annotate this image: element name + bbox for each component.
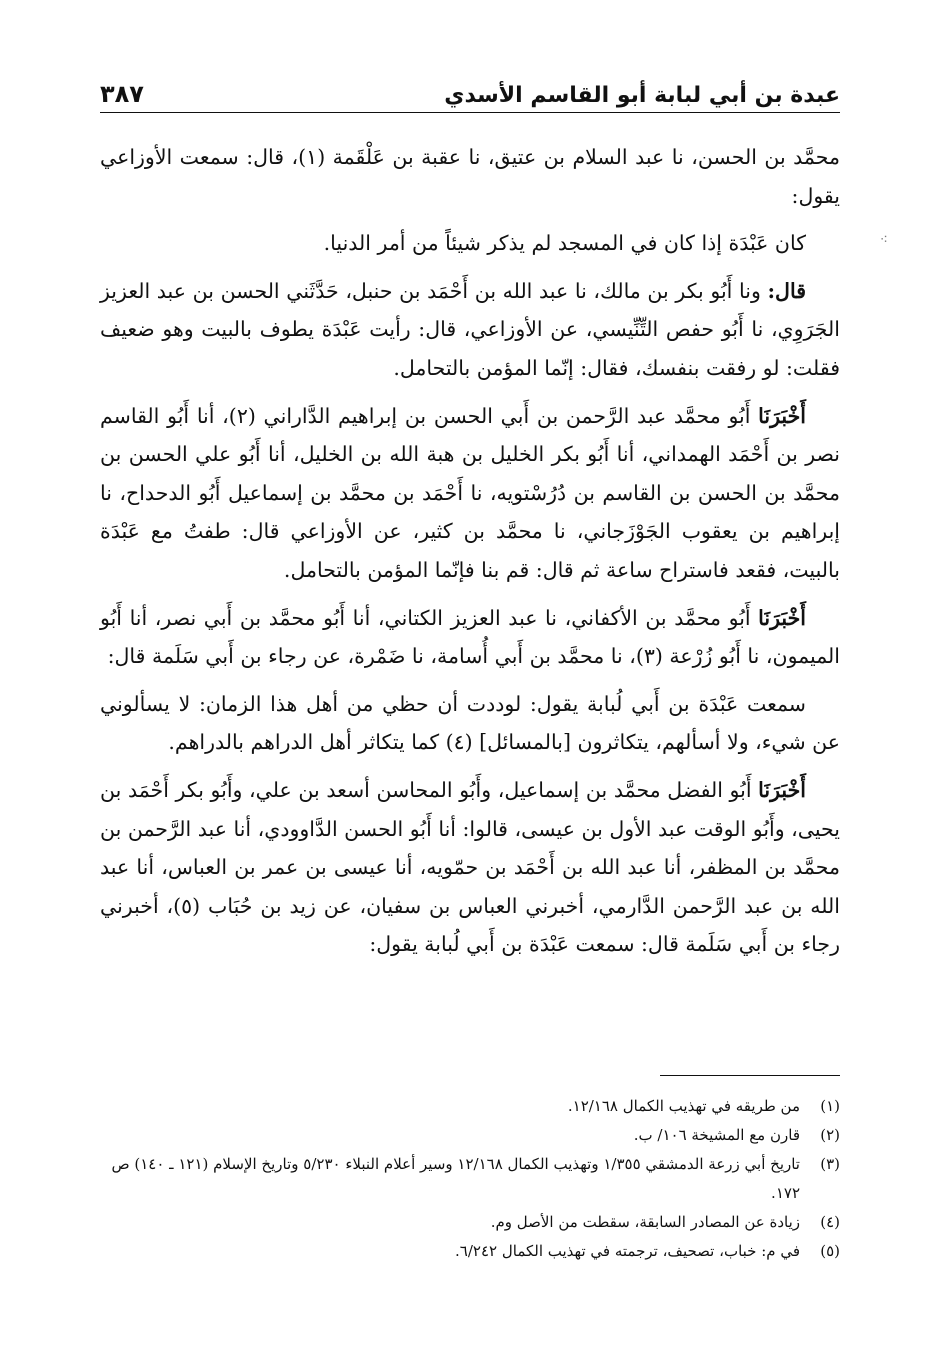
footnote-number: (٢) bbox=[820, 1126, 840, 1144]
footnote bbox=[100, 1150, 840, 1208]
footnote-number: (٥) bbox=[820, 1242, 840, 1260]
footnote-number: (٣) bbox=[820, 1155, 840, 1173]
footnote-divider bbox=[660, 1075, 840, 1076]
page-number: ٣٨٧ bbox=[100, 80, 144, 108]
running-header bbox=[100, 72, 840, 113]
footnote-number: (٤) bbox=[820, 1213, 840, 1231]
paragraph: أَخْبَرَنَا أَبُو محمَّد بن الأكفاني، نا عبد العزيز الكتاني، أنا أَبُو محمَّد بن أَبي نصر، أنا أَبُو الميمون، نا أَبُو زُرْعة (٣)، نا محمَّد بن أَبي أُسامة، نا ضَمْرة، عن رجاء بن أَبي سَلَمة قال: bbox=[100, 605, 840, 669]
footnote-text: قارن مع المشيخة ١٠٦/ ب. bbox=[633, 1126, 800, 1144]
footnote-text: في م: خباب، تصحيف، ترجمته في تهذيب الكمال ٦/٢٤٢. bbox=[455, 1242, 800, 1260]
paragraph: أَخْبَرَنَا أَبُو الفضل محمَّد بن إسماعيل، وأَبُو المحاسن أسعد بن علي، وأَبُو بكر أَحْمَد بن يحيى، وأَبُو الوقت عبد الأول بن عيسى، قالوا: أنا أَبُو الحسن الدَّاوودي، أنا عبد الرَّحمن بن محمَّد بن المظفر، أنا عبد الله بن أَحْمَد بن حمّويه، أنا عيسى بن عمر بن العباس، أنا عبد الله بن عبد الرَّحمن الدَّارمي، أخبرني العباس بن سفيان، عن زيد بن حُبَاب (٥)، أخبرني رجاء بن أَبي سَلَمة قال: سمعت عَبْدَة بن أَبي لُبابة يقول: bbox=[100, 777, 840, 957]
paragraph: أَخْبَرَنَا أَبُو محمَّد عبد الرَّحمن بن أَبي الحسن بن إبراهيم الدَّاراني (٢)، أنا أَبُو القاسم نصر بن أَحْمَد الهمداني، أنا أَبُو بكر الخليل بن هبة الله بن الخليل، أنا أَبُو علي الحسن بن محمَّد بن الحسن بن القاسم بن دُرُسْتويه، نا أَحْمَد بن محمَّد بن إسماعيل أَبُو الدحداح، نا إبراهيم بن يعقوب الجَوْزَجاني، نا محمَّد بن كثير، عن الأوزاعي قال: طفتُ مع عَبْدَة بالبيت، فقعد فاستراح ساعة ثم قال: قم بنا فإنّما المؤمن بالتحامل. bbox=[100, 403, 840, 582]
paragraph: سمعت عَبْدَة بن أَبي لُبابة يقول: لوددت أن حظي من أهل هذا الزمان: لا يسألوني عن شيء، ولا أسألهم، يتكاثرون [بالمسائل] (٤) كما يتكاثر أهل الدراهم بالدراهم. bbox=[100, 691, 840, 755]
paragraph: محمَّد بن الحسن، نا عبد السلام بن عتيق، نا عقبة بن عَلْقَمة (١)، قال: سمعت الأوزاعي يقول: bbox=[100, 145, 840, 208]
main-text bbox=[100, 138, 840, 973]
paragraph: قال: ونا أَبُو بكر بن مالك، نا عبد الله بن أَحْمَد بن حنبل، حَدَّثَني الحسن بن عبد العزيز الجَرَوِي، نا أَبُو حفص التِّنِّيسي، عن الأوزاعي، قال: رأيت عَبْدَة يطوف بالبيت وهو ضعيف فقلت: لو رفقت بنفسك، فقال: إنّما المؤمن بالتحامل. bbox=[100, 278, 840, 380]
footnote bbox=[100, 1121, 840, 1150]
footnote-number: (١) bbox=[820, 1097, 840, 1115]
paragraph-lead: أَخْبَرَنَا bbox=[758, 403, 806, 428]
margin-mark: ⁖ bbox=[879, 232, 888, 248]
paragraph-lead: قال: bbox=[767, 278, 806, 303]
footnote-text: تاريخ أبي زرعة الدمشقي ١/٣٥٥ وتهذيب الكمال ١٢/١٦٨ وسير أعلام النبلاء ٥/٢٣٠ وتاريخ الإسلام (١٢١ ـ ١٤٠) ص ١٧٢. bbox=[111, 1155, 800, 1202]
footnote-text: من طريقه في تهذيب الكمال ١٢/١٦٨. bbox=[567, 1097, 800, 1115]
paragraph-lead: أَخْبَرَنَا bbox=[758, 605, 806, 630]
footnote-text: زيادة عن المصادر السابقة، سقطت من الأصل وم. bbox=[490, 1213, 800, 1231]
footnotes bbox=[100, 1092, 840, 1266]
footnote bbox=[100, 1092, 840, 1121]
running-title: عبدة بن أبي لبابة أبو القاسم الأسدي bbox=[444, 83, 840, 108]
footnote bbox=[100, 1208, 840, 1237]
paragraph-lead: أَخْبَرَنَا bbox=[758, 777, 806, 802]
footnote bbox=[100, 1237, 840, 1266]
paragraph: كان عَبْدَة إذا كان في المسجد لم يذكر شيئاً من أمر الدنيا. bbox=[323, 231, 806, 256]
